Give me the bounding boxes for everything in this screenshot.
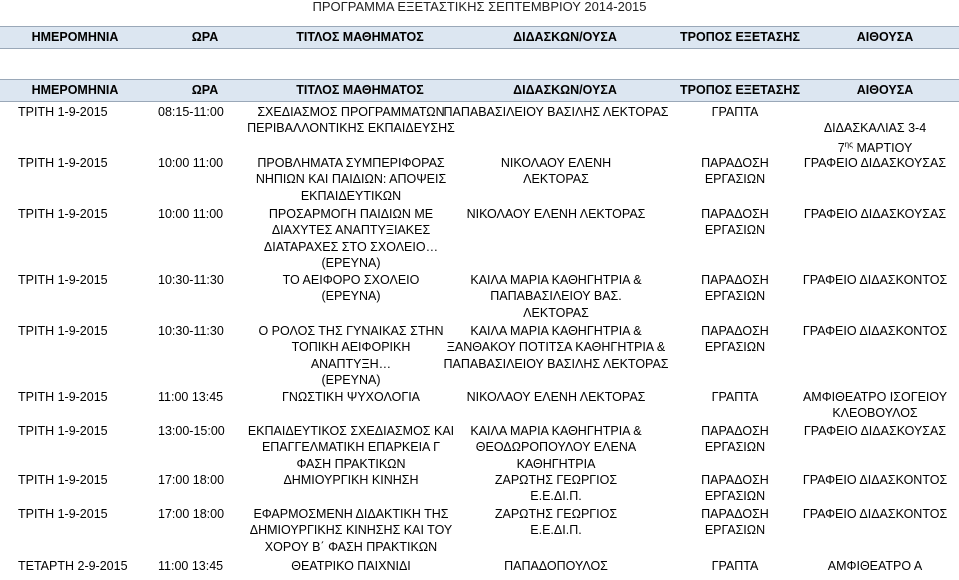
- room-line-1: ΔΙΔΑΣΚΑΛΙΑΣ 3-4 $7^{\eta\varsigma}$ ΜΑΡΤΙΟΥ: [823, 121, 927, 155]
- header-course: ΤΙΤΛΟΣ ΜΑΘΗΜΑΤΟΣ: [296, 83, 424, 97]
- cell-date: ΤΕΤΑΡΤΗ 2-9-2015: [18, 559, 128, 573]
- cell-instructor: ΝΙΚΟΛΑΟΥ ΕΛΕΝΗ ΛΕΚΤΟΡΑΣ: [466, 207, 646, 221]
- cell-course: ΔΗΜΙΟΥΡΓΙΚΗ ΚΙΝΗΣΗ: [283, 473, 419, 487]
- header-date: ΗΜΕΡΟΜΗΝΙΑ: [31, 30, 119, 44]
- cell-date: ΤΡΙΤΗ 1-9-2015: [18, 105, 108, 119]
- cell-room: ΑΜΦΙΘΕΑΤΡΟ Α: [827, 559, 923, 573]
- cell-instructor: ΖΑΡΩΤΗΣ ΓΕΩΡΓΙΟΣ Ε.Ε.ΔΙ.Π.: [494, 507, 618, 538]
- cell-room: ΑΜΦΙΘΕΑΤΡΟ ΙΣΟΓΕΙΟΥ ΚΛΕΟΒΟΥΛΟΣ: [802, 390, 948, 421]
- cell-course: ΠΡΟΒΛΗΜΑΤΑ ΣΥΜΠΕΡΙΦΟΡΑΣ ΝΗΠΙΩΝ ΚΑΙ ΠΑΙΔΙΩΝ: ΑΠΟΨΕΙΣ ΕΚΠΑΙΔΕΥΤΙΚΩΝ: [255, 156, 447, 203]
- table-header-top: [0, 26, 959, 49]
- cell-course: ΠΡΟΣΑΡΜΟΓΗ ΠΑΙΔΙΩΝ ΜΕ ΔΙΑΧΥΤΕΣ ΑΝΑΠΤΥΞΙΑΚΕΣ ΔΙΑΤΑΡΑΧΕΣ ΣΤΟ ΣΧΟΛΕΙΟ… (ΕΡΕΥΝΑ): [263, 207, 439, 270]
- cell-exam-method: ΓΡΑΠΤΑ: [711, 559, 759, 573]
- cell-course: ΕΚΠΑΙΔΕΥΤΙΚΟΣ ΣΧΕΔΙΑΣΜΟΣ ΚΑΙ ΕΠΑΓΓΕΛΜΑΤΙΚΗ ΕΠΑΡΚΕΙΑ Γ ΦΑΣΗ ΠΡΑΚΤΙΚΩΝ: [247, 424, 455, 471]
- cell-instructor: ΚΑΙΛΑ ΜΑΡΙΑ ΚΑΘΗΓΗΤΡΙΑ & ΠΑΠΑΒΑΣΙΛΕΙΟΥ ΒΑΣ. ΛΕΚΤΟΡΑΣ: [470, 273, 642, 320]
- cell-exam-method: ΠΑΡΑΔΟΣΗ ΕΡΓΑΣΙΩΝ: [701, 473, 769, 504]
- cell-exam-method: ΠΑΡΑΔΟΣΗ ΕΡΓΑΣΙΩΝ: [701, 273, 769, 304]
- cell-time: 11:00 13:45: [158, 390, 224, 404]
- cell-course: ΓΝΩΣΤΙΚΗ ΨΥΧΟΛΟΓΙΑ: [281, 390, 421, 404]
- cell-exam-method: ΠΑΡΑΔΟΣΗ ΕΡΓΑΣΙΩΝ: [701, 324, 769, 355]
- cell-course: ΕΦΑΡΜΟΣΜΕΝΗ ΔΙΔΑΚΤΙΚΗ ΤΗΣ ΔΗΜΙΟΥΡΓΙΚΗΣ ΚΙΝΗΣΗΣ ΚΑΙ ΤΟΥ ΧΟΡΟΥ Β΄ ΦΑΣΗ ΠΡΑΚΤΙΚΩΝ: [249, 507, 453, 554]
- cell-instructor: ΖΑΡΩΤΗΣ ΓΕΩΡΓΙΟΣ Ε.Ε.ΔΙ.Π.: [494, 473, 618, 504]
- cell-date: ΤΡΙΤΗ 1-9-2015: [18, 390, 108, 404]
- cell-date: ΤΡΙΤΗ 1-9-2015: [18, 156, 108, 170]
- table-row: [0, 323, 959, 389]
- cell-course: ΘΕΑΤΡΙΚΟ ΠΑΙΧΝΙΔΙ: [291, 559, 411, 573]
- table-row: [0, 206, 959, 272]
- cell-time: 10:00 11:00: [158, 207, 224, 221]
- cell-course: Ο ΡΟΛΟΣ ΤΗΣ ΓΥΝΑΙΚΑΣ ΣΤΗΝ ΤΟΠΙΚΗ ΑΕΙΦΟΡΙΚΗ ΑΝΑΠΤΥΞΗ… (ΕΡΕΥΝΑ): [258, 324, 444, 387]
- cell-room: ΓΡΑΦΕΙΟ ΔΙΔΑΣΚΟΝΤΟΣ: [802, 473, 948, 487]
- cell-date: ΤΡΙΤΗ 1-9-2015: [18, 507, 108, 521]
- cell-time: 10:30-11:30: [158, 324, 224, 338]
- cell-time: 13:00-15:00: [158, 424, 225, 438]
- header-exam-method: ΤΡΟΠΟΣ ΕΞΕΤΑΣΗΣ: [680, 83, 800, 97]
- page-title: ΠΡΟΓΡΑΜΜΑ ΕΞΕΤΑΣΤΙΚΗΣ ΣΕΠΤΕΜΒΡΙΟΥ 2014-2015: [312, 0, 647, 14]
- cell-time: 17:00 18:00: [158, 507, 225, 521]
- cell-exam-method: ΠΑΡΑΔΟΣΗ ΕΡΓΑΣΙΩΝ: [701, 156, 769, 187]
- table-row: [0, 155, 959, 206]
- cell-exam-method: ΠΑΡΑΔΟΣΗ ΕΡΓΑΣΙΩΝ: [701, 507, 769, 538]
- header-exam-method: ΤΡΟΠΟΣ ΕΞΕΤΑΣΗΣ: [680, 30, 800, 44]
- header-room: ΑΙΘΟΥΣΑ: [856, 30, 914, 44]
- header-instructor: ΔΙΔΑΣΚΩΝ/ΟΥΣΑ: [513, 30, 617, 44]
- cell-room: ΓΡΑΦΕΙΟ ΔΙΔΑΣΚΟΥΣΑΣ: [803, 207, 947, 221]
- cell-exam-method: ΠΑΡΑΔΟΣΗ ΕΡΓΑΣΙΩΝ: [701, 424, 769, 455]
- header-room: ΑΙΘΟΥΣΑ: [856, 83, 914, 97]
- table-row: [0, 104, 959, 155]
- header-course: ΤΙΤΛΟΣ ΜΑΘΗΜΑΤΟΣ: [296, 30, 424, 44]
- cell-time: 10:00 11:00: [158, 156, 224, 170]
- header-time: ΩΡΑ: [191, 83, 219, 97]
- cell-instructor: ΠΑΠΑΔΟΠΟΥΛΟΣ: [504, 559, 608, 573]
- cell-date: ΤΡΙΤΗ 1-9-2015: [18, 473, 108, 487]
- cell-exam-method: ΠΑΡΑΔΟΣΗ ΕΡΓΑΣΙΩΝ: [701, 207, 769, 238]
- table-row: [0, 472, 959, 506]
- cell-instructor: ΠΑΠΑΒΑΣΙΛΕΙΟΥ ΒΑΣΙΛΗΣ ΛΕΚΤΟΡΑΣ: [443, 105, 669, 119]
- cell-time: 11:00 13:45: [158, 559, 224, 573]
- table-row: [0, 506, 959, 558]
- cell-room: [792, 104, 958, 156]
- cell-instructor: ΝΙΚΟΛΑΟΥ ΕΛΕΝΗ ΛΕΚΤΟΡΑΣ: [500, 156, 612, 187]
- cell-date: ΤΡΙΤΗ 1-9-2015: [18, 207, 108, 221]
- cell-time: 10:30-11:30: [158, 273, 224, 287]
- cell-room: ΓΡΑΦΕΙΟ ΔΙΔΑΣΚΟΥΣΑΣ: [803, 424, 947, 438]
- cell-instructor: ΝΙΚΟΛΑΟΥ ΕΛΕΝΗ ΛΕΚΤΟΡΑΣ: [466, 390, 646, 404]
- header-date: ΗΜΕΡΟΜΗΝΙΑ: [31, 83, 119, 97]
- cell-instructor: ΚΑΙΛΑ ΜΑΡΙΑ ΚΑΘΗΓΗΤΡΙΑ & ΘΕΟΔΩΡΟΠΟΥΛΟΥ ΕΛΕΝΑ ΚΑΘΗΓΗΤΡΙΑ: [470, 424, 642, 471]
- cell-date: ΤΡΙΤΗ 1-9-2015: [18, 273, 108, 287]
- table-row: [0, 389, 959, 423]
- cell-room: ΓΡΑΦΕΙΟ ΔΙΔΑΣΚΟΝΤΟΣ: [802, 273, 948, 287]
- cell-time: 08:15-11:00: [158, 105, 224, 119]
- ordinal-suffix: ης: [844, 139, 853, 149]
- schedule-table-body: [0, 104, 959, 576]
- cell-date: ΤΡΙΤΗ 1-9-2015: [18, 324, 108, 338]
- cell-room: ΓΡΑΦΕΙΟ ΔΙΔΑΣΚΟΥΣΑΣ: [803, 156, 947, 170]
- cell-course: ΤΟ ΑΕΙΦΟΡΟ ΣΧΟΛΕΙΟ (ΕΡΕΥΝΑ): [282, 273, 420, 304]
- header-time: ΩΡΑ: [191, 30, 219, 44]
- cell-exam-method: ΓΡΑΠΤΑ: [711, 390, 759, 404]
- cell-room: ΓΡΑΦΕΙΟ ΔΙΔΑΣΚΟΝΤΟΣ: [802, 324, 948, 338]
- cell-date: ΤΡΙΤΗ 1-9-2015: [18, 424, 108, 438]
- cell-time: 17:00 18:00: [158, 473, 225, 487]
- cell-course: ΣΧΕΔΙΑΣΜΟΣ ΠΡΟΓΡΑΜΜΑΤΩΝ ΠΕΡΙΒΑΛΛΟΝΤΙΚΗΣ ΕΚΠΑΙΔΕΥΣΗΣ: [247, 105, 455, 136]
- table-row: [0, 558, 959, 576]
- cell-instructor: ΚΑΙΛΑ ΜΑΡΙΑ ΚΑΘΗΓΗΤΡΙΑ & ΞΑΝΘΑΚΟΥ ΠΟΤΙΤΣΑ ΚΑΘΗΓΗΤΡΙΑ & ΠΑΠΑΒΑΣΙΛΕΙΟΥ ΒΑΣΙΛΗΣ ΛΕΚΤΟΡΑΣ: [443, 324, 669, 371]
- table-header: [0, 79, 959, 102]
- cell-exam-method: ΓΡΑΠΤΑ: [711, 105, 759, 119]
- header-instructor: ΔΙΔΑΣΚΩΝ/ΟΥΣΑ: [513, 83, 617, 97]
- table-row: [0, 423, 959, 472]
- table-row: [0, 272, 959, 323]
- cell-room: ΓΡΑΦΕΙΟ ΔΙΔΑΣΚΟΝΤΟΣ: [802, 507, 948, 521]
